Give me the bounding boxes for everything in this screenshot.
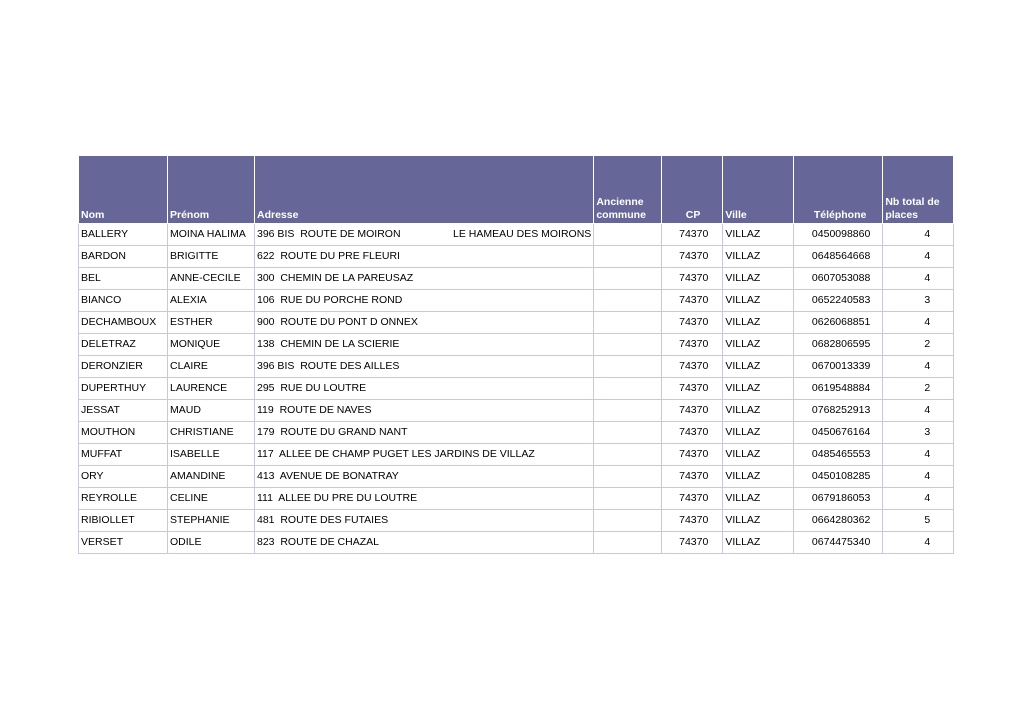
cell-ville: VILLAZ bbox=[723, 444, 794, 466]
cell-ville: VILLAZ bbox=[723, 268, 794, 290]
cell-ancienne-commune bbox=[594, 334, 662, 356]
cell-ancienne-commune bbox=[594, 312, 662, 334]
cell-telephone: 0664280362 bbox=[794, 510, 883, 532]
cell-nb-places: 3 bbox=[883, 290, 954, 312]
cell-cp: 74370 bbox=[662, 290, 723, 312]
cell-nom: BARDON bbox=[79, 246, 168, 268]
cell-prenom: ODILE bbox=[168, 532, 255, 554]
cell-nom: BALLERY bbox=[79, 224, 168, 246]
cell-cp: 74370 bbox=[662, 488, 723, 510]
cell-nom: ORY bbox=[79, 466, 168, 488]
cell-ancienne-commune bbox=[594, 466, 662, 488]
cell-nom: DERONZIER bbox=[79, 356, 168, 378]
cell-adresse bbox=[255, 268, 594, 290]
cell-nb-places: 2 bbox=[883, 378, 954, 400]
address-text: 106 RUE DU PORCHE ROND bbox=[257, 294, 403, 306]
cell-adresse bbox=[255, 532, 594, 554]
cell-nom: BEL bbox=[79, 268, 168, 290]
cell-adresse bbox=[255, 246, 594, 268]
cell-nom: JESSAT bbox=[79, 400, 168, 422]
cell-ancienne-commune bbox=[594, 532, 662, 554]
cell-prenom: MONIQUE bbox=[168, 334, 255, 356]
cell-ancienne-commune bbox=[594, 488, 662, 510]
cell-ville: VILLAZ bbox=[723, 312, 794, 334]
cell-nb-places: 4 bbox=[883, 488, 954, 510]
cell-nom: REYROLLE bbox=[79, 488, 168, 510]
cell-nb-places: 2 bbox=[883, 334, 954, 356]
table-row bbox=[79, 334, 954, 356]
table-row bbox=[79, 466, 954, 488]
header-nom: Nom bbox=[79, 156, 168, 224]
cell-telephone: 0607053088 bbox=[794, 268, 883, 290]
cell-ville: VILLAZ bbox=[723, 422, 794, 444]
cell-ancienne-commune bbox=[594, 510, 662, 532]
header-nb-places: Nb total de places bbox=[883, 156, 954, 224]
cell-ville: VILLAZ bbox=[723, 378, 794, 400]
cell-adresse bbox=[255, 224, 594, 246]
cell-ancienne-commune bbox=[594, 246, 662, 268]
table-row bbox=[79, 268, 954, 290]
cell-ville: VILLAZ bbox=[723, 466, 794, 488]
cell-cp: 74370 bbox=[662, 466, 723, 488]
cell-ville: VILLAZ bbox=[723, 510, 794, 532]
cell-nb-places: 4 bbox=[883, 224, 954, 246]
cell-ancienne-commune bbox=[594, 224, 662, 246]
table-row bbox=[79, 312, 954, 334]
cell-ville: VILLAZ bbox=[723, 224, 794, 246]
address-text: 481 ROUTE DES FUTAIES bbox=[257, 514, 389, 526]
cell-prenom: ALEXIA bbox=[168, 290, 255, 312]
cell-nom: MUFFAT bbox=[79, 444, 168, 466]
cell-telephone: 0450108285 bbox=[794, 466, 883, 488]
address-text: 413 AVENUE DE BONATRAY bbox=[257, 470, 399, 482]
cell-telephone: 0674475340 bbox=[794, 532, 883, 554]
cell-ville: VILLAZ bbox=[723, 532, 794, 554]
cell-ancienne-commune bbox=[594, 378, 662, 400]
cell-nb-places: 4 bbox=[883, 312, 954, 334]
cell-nom: DUPERTHUY bbox=[79, 378, 168, 400]
address-text: 111 ALLEE DU PRE DU LOUTRE bbox=[257, 492, 418, 504]
cell-prenom: AMANDINE bbox=[168, 466, 255, 488]
address-text: 295 RUE DU LOUTRE bbox=[257, 382, 367, 394]
cell-nb-places: 4 bbox=[883, 466, 954, 488]
address-text: 396 BIS ROUTE DES AILLES bbox=[257, 360, 400, 372]
cell-cp: 74370 bbox=[662, 510, 723, 532]
cell-telephone: 0648564668 bbox=[794, 246, 883, 268]
address-text: 622 ROUTE DU PRE FLEURI bbox=[257, 250, 400, 262]
cell-nb-places: 5 bbox=[883, 510, 954, 532]
cell-prenom: ESTHER bbox=[168, 312, 255, 334]
cell-adresse bbox=[255, 312, 594, 334]
cell-cp: 74370 bbox=[662, 356, 723, 378]
cell-nom: VERSET bbox=[79, 532, 168, 554]
table-row bbox=[79, 246, 954, 268]
cell-nom: MOUTHON bbox=[79, 422, 168, 444]
cell-nb-places: 4 bbox=[883, 246, 954, 268]
cell-cp: 74370 bbox=[662, 268, 723, 290]
address-text: 117 ALLEE DE CHAMP PUGET LES JARDINS DE VILLAZ bbox=[257, 448, 535, 460]
cell-ancienne-commune bbox=[594, 356, 662, 378]
table-row bbox=[79, 290, 954, 312]
cell-ancienne-commune bbox=[594, 290, 662, 312]
cell-prenom: STEPHANIE bbox=[168, 510, 255, 532]
cell-cp: 74370 bbox=[662, 312, 723, 334]
table-row bbox=[79, 356, 954, 378]
cell-nom: RIBIOLLET bbox=[79, 510, 168, 532]
cell-prenom: BRIGITTE bbox=[168, 246, 255, 268]
cell-telephone: 0682806595 bbox=[794, 334, 883, 356]
table-row bbox=[79, 444, 954, 466]
cell-prenom: CELINE bbox=[168, 488, 255, 510]
cell-adresse bbox=[255, 334, 594, 356]
cell-nb-places: 4 bbox=[883, 532, 954, 554]
cell-ville: VILLAZ bbox=[723, 488, 794, 510]
address-text: 396 BIS ROUTE DE MOIRON LE HAMEAU DES MOIRONS bbox=[257, 228, 592, 240]
cell-nb-places: 4 bbox=[883, 444, 954, 466]
table-header bbox=[79, 156, 954, 224]
cell-telephone: 0679186053 bbox=[794, 488, 883, 510]
cell-cp: 74370 bbox=[662, 422, 723, 444]
cell-prenom: ISABELLE bbox=[168, 444, 255, 466]
table-body bbox=[79, 224, 954, 554]
address-text: 823 ROUTE DE CHAZAL bbox=[257, 536, 379, 548]
cell-prenom: CHRISTIANE bbox=[168, 422, 255, 444]
table-row bbox=[79, 224, 954, 246]
cell-nom: DECHAMBOUX bbox=[79, 312, 168, 334]
cell-ville: VILLAZ bbox=[723, 400, 794, 422]
address-text: 300 CHEMIN DE LA PAREUSAZ bbox=[257, 272, 414, 284]
cell-ville: VILLAZ bbox=[723, 334, 794, 356]
cell-prenom: ANNE-CECILE bbox=[168, 268, 255, 290]
cell-cp: 74370 bbox=[662, 246, 723, 268]
cell-ancienne-commune bbox=[594, 444, 662, 466]
address-text: 119 ROUTE DE NAVES bbox=[257, 404, 372, 416]
table-row bbox=[79, 422, 954, 444]
cell-telephone: 0768252913 bbox=[794, 400, 883, 422]
header-adresse: Adresse bbox=[255, 156, 594, 224]
cell-ville: VILLAZ bbox=[723, 246, 794, 268]
cell-nb-places: 4 bbox=[883, 356, 954, 378]
table-row bbox=[79, 400, 954, 422]
cell-telephone: 0450676164 bbox=[794, 422, 883, 444]
cell-telephone: 0652240583 bbox=[794, 290, 883, 312]
cell-nb-places: 3 bbox=[883, 422, 954, 444]
cell-adresse bbox=[255, 422, 594, 444]
cell-nom: DELETRAZ bbox=[79, 334, 168, 356]
cell-ancienne-commune bbox=[594, 422, 662, 444]
cell-prenom: CLAIRE bbox=[168, 356, 255, 378]
cell-adresse bbox=[255, 466, 594, 488]
cell-telephone: 0485465553 bbox=[794, 444, 883, 466]
header-prenom: Prénom bbox=[168, 156, 255, 224]
cell-cp: 74370 bbox=[662, 334, 723, 356]
cell-adresse bbox=[255, 356, 594, 378]
cell-prenom: MAUD bbox=[168, 400, 255, 422]
cell-cp: 74370 bbox=[662, 224, 723, 246]
cell-adresse bbox=[255, 378, 594, 400]
header-row bbox=[79, 156, 954, 224]
header-telephone: Téléphone bbox=[794, 156, 883, 224]
cell-prenom: MOINA HALIMA bbox=[168, 224, 255, 246]
cell-nb-places: 4 bbox=[883, 268, 954, 290]
table-row bbox=[79, 378, 954, 400]
cell-adresse bbox=[255, 290, 594, 312]
cell-nb-places: 4 bbox=[883, 400, 954, 422]
address-text: 138 CHEMIN DE LA SCIERIE bbox=[257, 338, 400, 350]
cell-cp: 74370 bbox=[662, 532, 723, 554]
table-row bbox=[79, 532, 954, 554]
address-text: 179 ROUTE DU GRAND NANT bbox=[257, 426, 408, 438]
cell-nom: BIANCO bbox=[79, 290, 168, 312]
cell-telephone: 0626068851 bbox=[794, 312, 883, 334]
header-ancienne-commune: Ancienne commune bbox=[594, 156, 662, 224]
cell-cp: 74370 bbox=[662, 400, 723, 422]
header-cp: CP bbox=[662, 156, 723, 224]
header-ville: Ville bbox=[723, 156, 794, 224]
cell-ville: VILLAZ bbox=[723, 290, 794, 312]
registration-table bbox=[78, 155, 954, 554]
table-row bbox=[79, 510, 954, 532]
cell-adresse bbox=[255, 488, 594, 510]
table-row bbox=[79, 488, 954, 510]
cell-telephone: 0450098860 bbox=[794, 224, 883, 246]
cell-adresse bbox=[255, 444, 594, 466]
cell-cp: 74370 bbox=[662, 378, 723, 400]
cell-cp: 74370 bbox=[662, 444, 723, 466]
cell-ville: VILLAZ bbox=[723, 356, 794, 378]
cell-adresse bbox=[255, 400, 594, 422]
cell-telephone: 0670013339 bbox=[794, 356, 883, 378]
cell-adresse bbox=[255, 510, 594, 532]
cell-prenom: LAURENCE bbox=[168, 378, 255, 400]
cell-telephone: 0619548884 bbox=[794, 378, 883, 400]
cell-ancienne-commune bbox=[594, 268, 662, 290]
address-text: 900 ROUTE DU PONT D ONNEX bbox=[257, 316, 418, 328]
cell-ancienne-commune bbox=[594, 400, 662, 422]
